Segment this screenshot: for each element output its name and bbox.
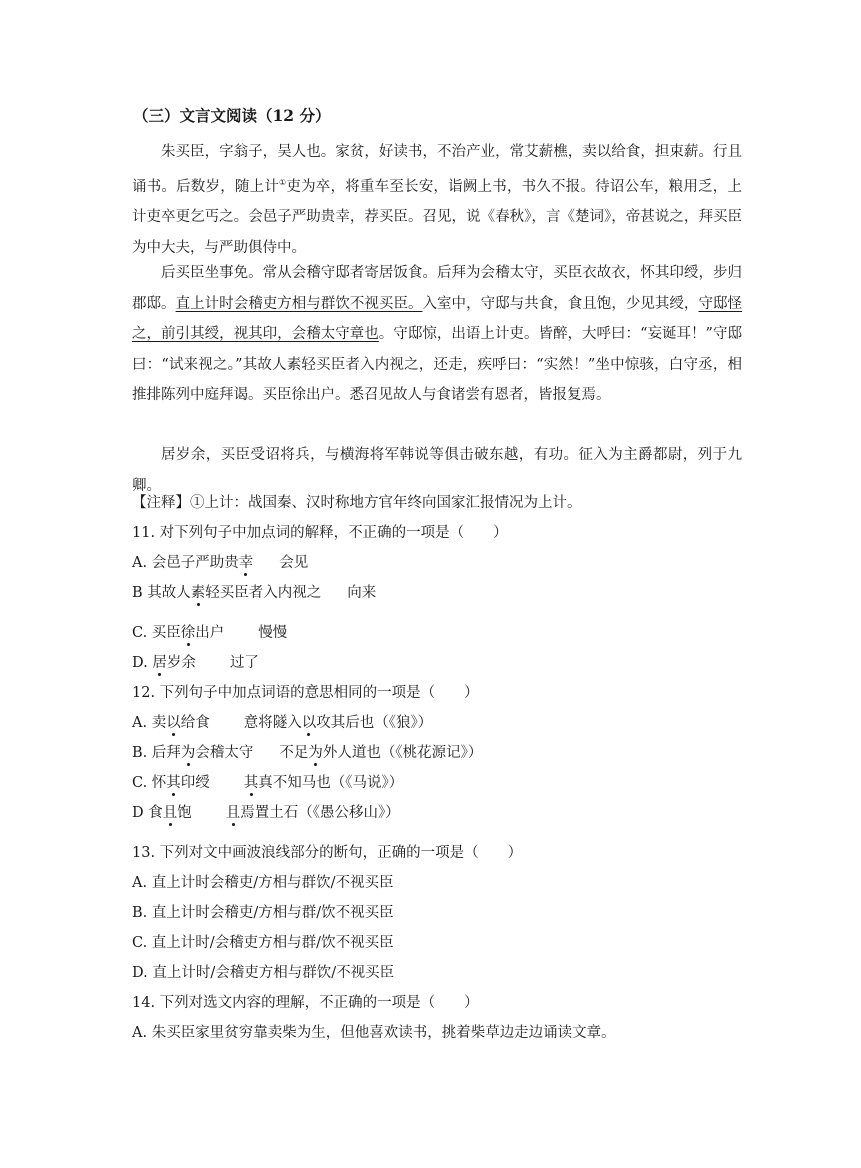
annotation-note xyxy=(132,493,582,513)
question-14-stem: 14. 下列对选文内容的理解，不正确的一项是（ ） xyxy=(132,995,479,1011)
passage-text: 入室中，守邸与共食，食且饱，少见其绶， xyxy=(422,295,699,312)
question-13-option-d: D. 直上计时/会稽吏方相与群饮/不视买臣 xyxy=(132,965,395,981)
dotted-char: 且 xyxy=(162,805,178,821)
passage-text: 后买臣坐事免。常从会稽守邸者寄居饭食。后拜为会稽太守，买臣衣故衣，怀其印绶，步归郡邸。 xyxy=(132,265,742,312)
dotted-char: 且 xyxy=(225,805,241,821)
dotted-char: 幸 xyxy=(238,555,254,571)
question-12-stem: 12. 下列句子中加点词语的意思相同的一项是（ ） xyxy=(132,685,479,701)
wavy-underlined-sentence: 直上计时会稽吏方相与群饮不视买臣。 xyxy=(175,295,423,312)
passage-paragraph-1 xyxy=(132,137,742,263)
question-11-option-d: D. 居岁余 过了 xyxy=(132,655,259,671)
dotted-char: 为 xyxy=(308,745,323,761)
question-11-option-b: B 其故人素轻买臣者入内视之 向来 xyxy=(132,585,377,601)
passage-text: 。守邸惊，出语上计吏。皆醉，大呼曰：“妄诞耳！”守邸曰：“试来视之。”其故人素轻买臣者入内视之，还走，疾呼曰：“实然！”坐中惊骇，白守丞，相推排陈列中庭拜谒。买臣徐出户。悉召见故人与食诸尝有恩者，皆报复焉。 xyxy=(132,326,743,403)
question-13-stem: 13. 下列对文中画波浪线部分的断句，正确的一项是（ ） xyxy=(132,845,523,861)
footnote-marker: ① xyxy=(279,177,287,187)
dotted-char: 其 xyxy=(243,775,259,791)
note-text: ①上计：战国秦、汉时称地方官年终向国家汇报情况为上计。 xyxy=(190,495,582,511)
passage-text: 朱买臣，字翁子，吴人也。家贫，好读书，不治产业，常艾薪樵，卖以给食，担束薪。行且诵书。后数岁，随上计 xyxy=(132,144,742,195)
question-11-stem: 11. 对下列句子中加点词的解释，不正确的一项是（ ） xyxy=(132,525,508,541)
dotted-char: 为 xyxy=(180,745,196,761)
section-title: （三）文言文阅读（12 分） xyxy=(133,106,331,125)
question-11-option-c: C. 买臣徐出户 慢慢 xyxy=(132,625,288,641)
dotted-char: 素 xyxy=(190,585,206,601)
question-14-option-a: A. 朱买臣家里贫穷靠卖柴为生，但他喜欢读书，挑着柴草边走边诵读文章。 xyxy=(132,1025,616,1041)
question-12-option-c: C. 怀其印绶 其真不知马也（《马说》） xyxy=(132,775,404,791)
question-12-option-b: B. 后拜为会稽太守 不足为外人道也（《桃花源记》） xyxy=(132,745,483,761)
question-12-option-d: D 食且饱 且焉置土石（《愚公移山》） xyxy=(132,805,400,821)
passage-text: 吏为卒，将重车至长安，诣阙上书，书久不报。待诏公车，粮用乏，上计吏卒更乞丐之。会邑子严助贵幸，荐买臣。召见，说《春秋》，言《楚词》，帝甚说之，拜买臣为中大夫，与严助俱侍中。 xyxy=(132,178,742,256)
passage-paragraph-3: 居岁余，买臣受诏将兵，与横海将军韩说等俱击破东越，有功。征入为主爵都尉，列于九卿。 xyxy=(132,447,742,494)
dotted-char: 其 xyxy=(166,775,181,791)
question-12-option-a: A. 卖以给食 意将隧入以攻其后也（《狼》） xyxy=(132,715,433,731)
question-13-option-b: B. 直上计时会稽吏/方相与群/饮不视买臣 xyxy=(132,905,394,921)
dotted-char: 以 xyxy=(166,715,181,731)
question-13-option-c: C. 直上计时/会稽吏方相与群/饮不视买臣 xyxy=(132,935,394,951)
dotted-char: 徐 xyxy=(180,625,196,641)
question-11-option-a: A. 会邑子严助贵幸 会见 xyxy=(132,555,309,571)
passage-paragraph-2 xyxy=(132,258,742,411)
dotted-char: 居 xyxy=(152,655,167,671)
dotted-char: 以 xyxy=(301,715,317,731)
question-13-option-a: A. 直上计时会稽吏/方相与群饮/不视买臣 xyxy=(132,875,394,891)
underlined-sentence: 守邸怪之，前引其绶，视其印，会稽太守章也 xyxy=(132,295,743,342)
note-label: 【注释】 xyxy=(132,495,190,511)
